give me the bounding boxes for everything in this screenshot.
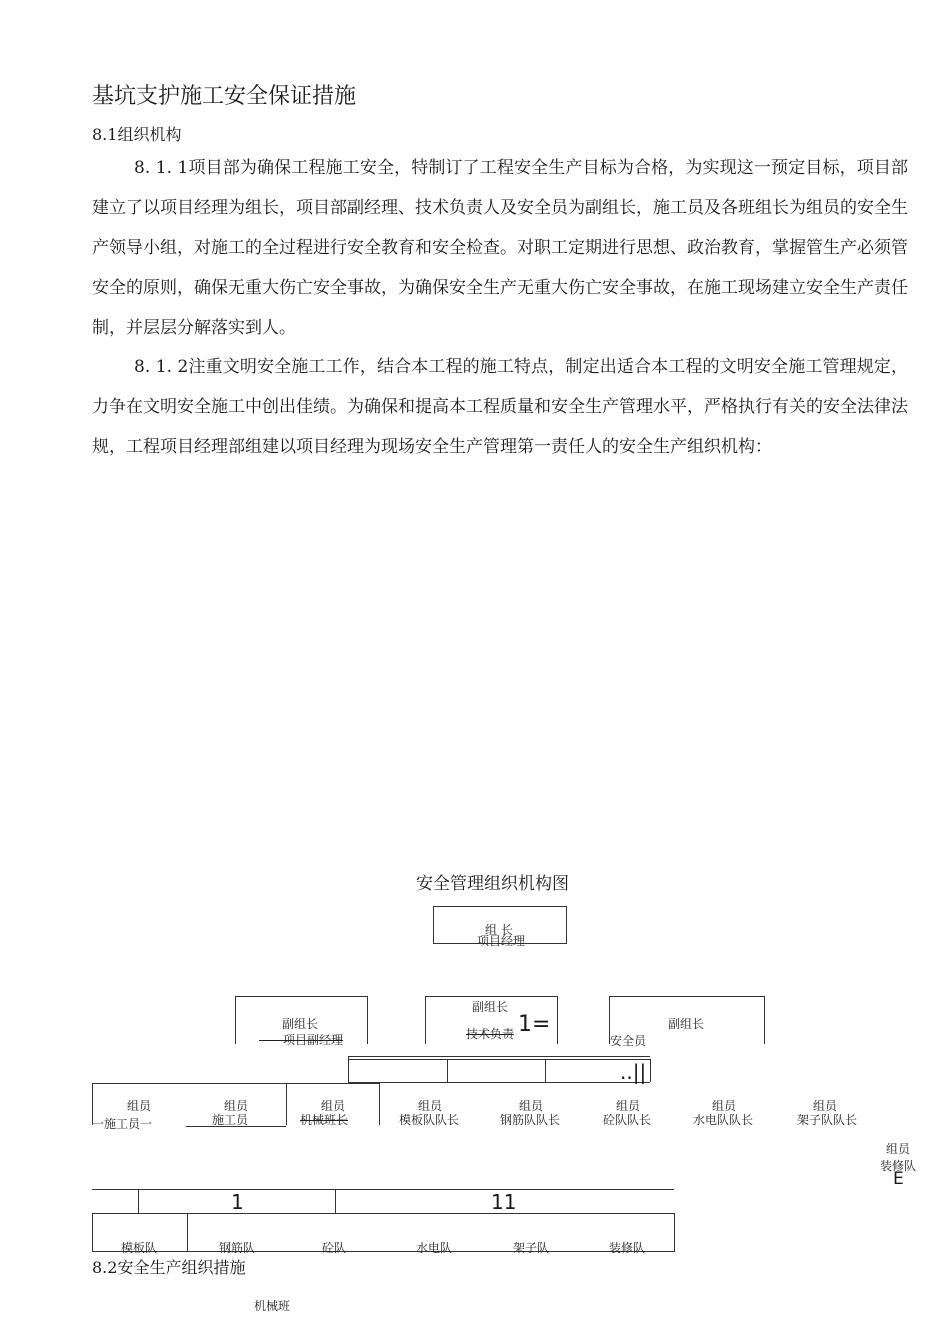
org-chart-title: 安全管理组织机构图 — [416, 874, 569, 894]
deputy-box-1-right — [367, 996, 368, 1044]
member-8-role: 组员 — [813, 1099, 838, 1113]
paragraph-8-1-2 — [92, 347, 908, 467]
deputy-1-name: ——项目副经理 — [259, 1033, 344, 1047]
section-heading-8-1: 8.1组织机构 — [92, 125, 182, 144]
team-label: 架子队 — [513, 1241, 550, 1255]
deputy-box-2-right — [557, 996, 558, 1044]
member-row-divider-1 — [286, 1083, 287, 1125]
document-title: 基坑支护施工安全保证措施 — [92, 84, 357, 109]
connector-bottom — [348, 1082, 650, 1083]
paragraph-8-1-1 — [92, 148, 908, 348]
member-5-role: 组员 — [519, 1099, 544, 1113]
member-8-name: 架子队队长 — [797, 1113, 858, 1127]
team-mark-2: 11 — [491, 1190, 517, 1214]
team-mark-1: 1 — [231, 1190, 244, 1214]
connector-v4 — [650, 1059, 651, 1082]
deputy-3-name: 安全员 — [610, 1034, 647, 1048]
team-label: 钢筋队 — [219, 1241, 256, 1255]
member-3-role: 组员 — [321, 1099, 346, 1113]
team-row — [92, 1213, 675, 1252]
deputy-box-1-top — [235, 996, 367, 997]
connector-v3 — [545, 1059, 546, 1082]
member-7-role: 组员 — [712, 1099, 737, 1113]
team-label: 水电队 — [416, 1241, 453, 1255]
deputy-3-role: 副组长 — [668, 1017, 705, 1031]
team-label: 装修队 — [609, 1241, 646, 1255]
connector-top — [348, 1056, 650, 1057]
side-member-name: 装修队 — [880, 1159, 917, 1173]
team-connector-top — [92, 1189, 674, 1190]
member-3-name: 机械班长 — [300, 1113, 349, 1127]
section-heading-8-2: 8.2安全生产组织措施 — [92, 1258, 246, 1277]
side-mark: E — [893, 1169, 904, 1189]
member-4-name: 模板队队长 — [399, 1113, 460, 1127]
member-1-role: 组员 — [127, 1099, 152, 1113]
trailing-label: 机械班 — [254, 1299, 291, 1313]
deputy-1-role: 副组长 — [282, 1017, 319, 1031]
member-row-divider-2 — [379, 1083, 380, 1125]
member-4-role: 组员 — [418, 1099, 443, 1113]
leader-role: 组 长 — [485, 923, 513, 937]
connector-v2 — [447, 1059, 448, 1082]
deputy-box-2-left — [425, 996, 426, 1044]
deputy-2-role: 副组长 — [472, 1000, 509, 1014]
member-6-role: 组员 — [616, 1099, 641, 1113]
leader-name: 项目经理 — [477, 934, 526, 948]
paragraph-text: 8. 1. 1项目部为确保工程施工安全，特制订了工程安全生产目标为合格，为实现这一预定目标，项目部建立了以项目经理为组长，项目部副经理、技术负责人及安全员为副组长，施工员及各班组长为组员的安全生产领导小组，对施工的全过程进行安全教育和安全检查。对职工定期进行思想、政治教育，掌握管生产必须管安全的原则，确保无重大伤亡安全事故，为确保安全生产无重大伤亡安全事故，在施工现场建立安全生产责任制，并层层分解落实到人。 — [92, 158, 908, 338]
deputy-2-name: 技术负责 — [466, 1027, 515, 1041]
deputy-box-2-top — [425, 996, 557, 997]
paragraph-text: 8. 1. 2注重文明安全施工工作，结合本工程的施工特点，制定出适合本工程的文明安全施工管理规定，力争在文明安全施工中创出佳绩。为确保和提高本工程质量和安全生产管理水平，严格执行有关的安全法律法规，工程项目经理部组建以项目经理为现场安全生产管理第一责任人的安全生产组织机构： — [92, 357, 908, 457]
connector-v1 — [348, 1056, 349, 1082]
connector-top-2 — [348, 1059, 650, 1060]
deputy-box-1-left — [235, 996, 236, 1044]
side-member-role: 组员 — [886, 1142, 911, 1156]
team-row-divider — [187, 1213, 188, 1252]
member-7-name: 水电队队长 — [693, 1113, 754, 1127]
member-1-name: 一施工员一 — [92, 1117, 153, 1131]
team-label: 砼队 — [322, 1241, 347, 1255]
member-row-top — [92, 1083, 379, 1084]
team-connector-v1 — [138, 1189, 139, 1213]
member-5-name: 钢筋队队长 — [500, 1113, 561, 1127]
deputy-2-mark: 1= — [518, 1012, 551, 1037]
member-2-name: 施工员 — [212, 1113, 249, 1127]
team-label: 模板队 — [121, 1241, 158, 1255]
connector-mark: ..|| — [620, 1060, 647, 1084]
member-6-name: 砼队队长 — [603, 1113, 652, 1127]
team-connector-v2 — [335, 1189, 336, 1213]
member-2-role: 组员 — [224, 1099, 249, 1113]
